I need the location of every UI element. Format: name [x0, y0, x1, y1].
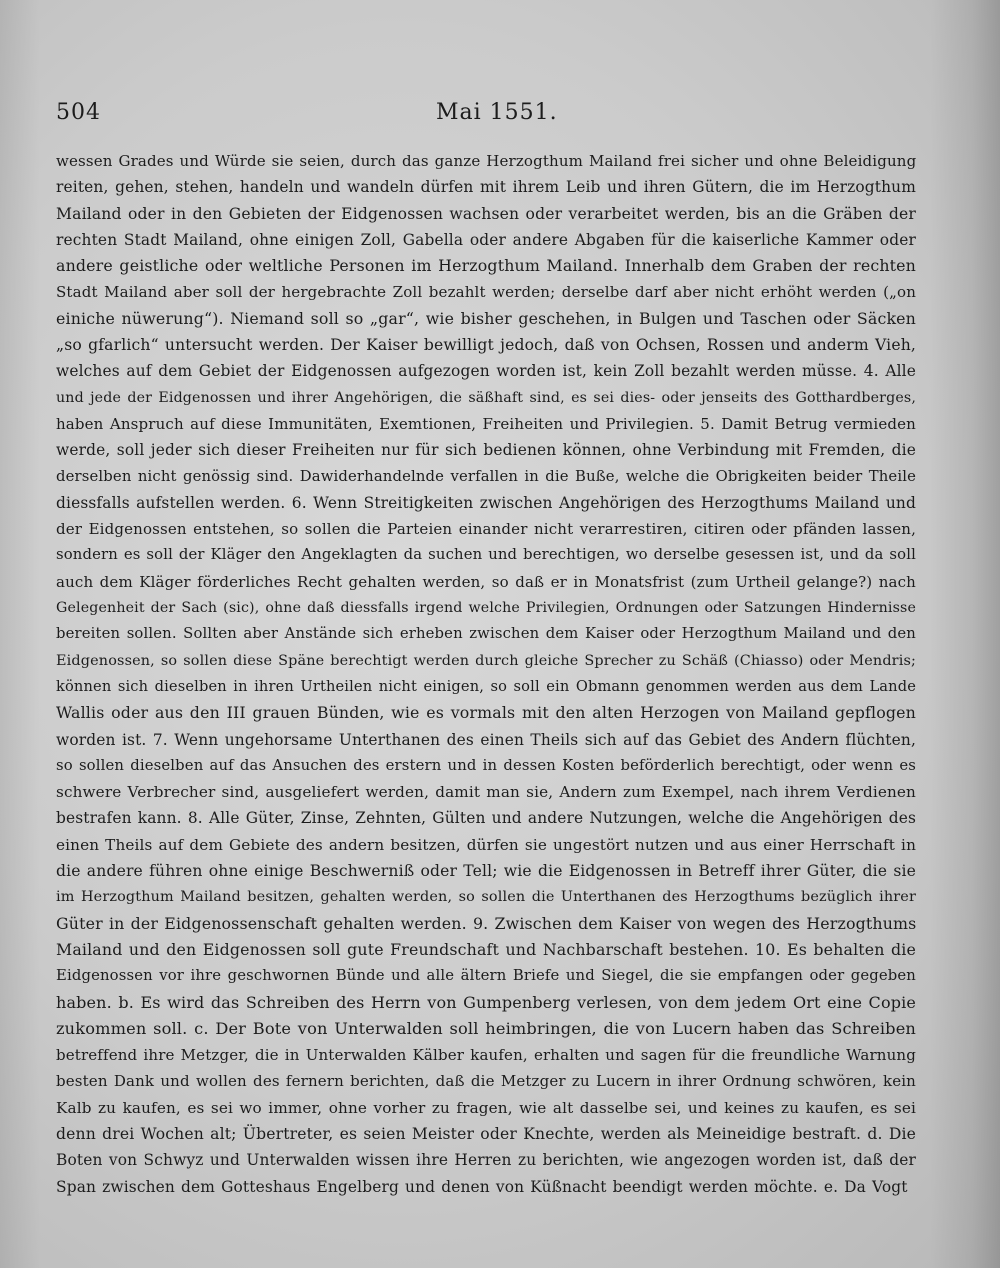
text-line: wessen Grades und Würde sie seien, durch das ganze Herzogthum Mailand frei sicher und ohne Beleidigung: [56, 152, 916, 170]
text-line: Mailand oder in den Gebieten der Eidgenossen wachsen oder verarbeitet werden, bis an die Gräben der: [56, 204, 916, 223]
text-line: denn drei Wochen alt; Übertreter, es seien Meister oder Knechte, werden als Meineidige bestraft. d. Die: [56, 1124, 916, 1143]
text-line: sondern es soll der Kläger den Angeklagten da suchen und berechtigen, wo derselbe gesessen ist, und da soll: [56, 546, 916, 564]
text-line: Stadt Mailand aber soll der hergebrachte Zoll bezahlt werden; derselbe darf aber nicht erhöht werden („on: [56, 283, 916, 302]
text-line: im Herzogthum Mailand besitzen, gehalten werden, so sollen die Unterthanen des Herzogthums bezüglich ihrer: [56, 889, 916, 906]
page-number: 504: [56, 100, 101, 125]
text-line: reiten, gehen, stehen, handeln und wandeln dürfen mit ihrem Leib und ihren Gütern, die im Herzogthum: [56, 178, 916, 197]
text-line: Güter in der Eidgenossenschaft gehalten werden. 9. Zwischen dem Kaiser von wegen des Herzogthums: [56, 913, 916, 933]
text-line: so sollen dieselben auf das Ansuchen des erstern und in dessen Kosten beförderlich berechtigt, oder wenn es: [56, 756, 916, 774]
text-line: Eidgenossen vor ihre geschwornen Bünde und alle ältern Briefe und Siegel, die sie empfangen oder gegeben: [56, 967, 916, 985]
text-line: haben. b. Es wird das Schreiben des Herrn von Gumpenberg verlesen, von dem jedem Ort eine Copie: [56, 992, 916, 1012]
text-line: Kalb zu kaufen, es sei wo immer, ohne vorher zu fragen, wie alt dasselbe sei, und keines zu kaufen, es sei: [56, 1098, 916, 1117]
text-line: Eidgenossen, so sollen diese Späne berechtigt werden durch gleiche Sprecher zu Schäß (Chiasso) oder Mendris;: [56, 652, 916, 669]
text-line: zukommen soll. c. Der Bote von Unterwalden soll heimbringen, die von Lucern haben das Schreiben: [56, 1018, 916, 1038]
text-line: Boten von Schwyz und Unterwalden wissen ihre Herren zu berichten, wie angezogen worden ist, daß der: [56, 1151, 916, 1170]
text-line: bereiten sollen. Sollten aber Anstände sich erheben zwischen dem Kaiser oder Herzogthum Mailand und den: [56, 625, 916, 643]
text-line: Wallis oder aus den III grauen Bünden, wie es vormals mit den alten Herzogen von Mailand gepflogen: [56, 703, 916, 723]
text-line: der Eidgenossen entstehen, so sollen die Parteien einander nicht verarrestiren, citiren oder pfänden lassen,: [56, 520, 916, 539]
text-line: Mailand und den Eidgenossen soll gute Freundschaft und Nachbarschaft bestehen. 10. Es behalten die: [56, 939, 916, 959]
text-line: einen Theils auf dem Gebiete des andern besitzen, dürfen sie ungestört nutzen und aus einer Herrschaft in: [56, 835, 916, 854]
text-line: diessfalls aufstellen werden. 6. Wenn Streitigkeiten zwischen Angehörigen des Herzogthums Mailand und: [56, 493, 916, 512]
text-line: andere geistliche oder weltliche Personen im Herzogthum Mailand. Innerhalb dem Graben der rechten: [56, 256, 916, 276]
text-line: worden ist. 7. Wenn ungehorsame Unterthanen des einen Theils sich auf das Gebiet des Andern flüchten,: [56, 730, 916, 749]
page-shadow-right: [930, 0, 1000, 1268]
text-line: haben Anspruch auf diese Immunitäten, Exemtionen, Freiheiten und Privilegien. 5. Damit Betrug vermieden: [56, 414, 916, 433]
text-line: derselben nicht genössig sind. Dawiderhandelnde verfallen in die Buße, welche die Obrigkeiten beider Theile: [56, 467, 916, 485]
text-line: bestrafen kann. 8. Alle Güter, Zinse, Zehnten, Gülten und andere Nutzungen, welche die Angehörigen des: [56, 809, 916, 828]
page-shadow-left: [0, 0, 40, 1268]
text-line: einiche nüwerung“). Niemand soll so „gar“, wie bisher geschehen, in Bulgen und Taschen oder Säcken: [56, 308, 916, 328]
text-line: besten Dank und wollen des fernern berichten, daß die Metzger zu Lucern in ihrer Ordnung schwören, kein: [56, 1072, 916, 1091]
text-line: Gelegenheit der Sach (sic), ohne daß diessfalls irgend welche Privilegien, Ordnungen oder Satzungen Hindernisse: [56, 600, 916, 617]
text-line: „so gfarlich“ untersucht werden. Der Kaiser bewilligt jedoch, daß von Ochsen, Rossen und anderm Vieh,: [56, 336, 916, 355]
page-header: [56, 100, 916, 132]
text-line: betreffend ihre Metzger, die in Unterwalden Kälber kaufen, erhalten und sagen für die freundliche Warnung: [56, 1046, 916, 1065]
text-line: die andere führen ohne einige Beschwerniß oder Tell; wie die Eidgenossen in Betreff ihrer Güter, die sie: [56, 862, 916, 881]
running-title: Mai 1551.: [436, 100, 558, 125]
text-line: Span zwischen dem Gotteshaus Engelberg und denen von Küßnacht beendigt werden möchte. e. Da Vogt: [56, 1177, 908, 1196]
text-line: welches auf dem Gebiet der Eidgenossen aufgezogen worden ist, kein Zoll bezahlt werden müsse. 4. Alle: [56, 362, 916, 381]
text-line: schwere Verbrecher sind, ausgeliefert werden, damit man sie, Andern zum Exempel, nach ihrem Verdienen: [56, 783, 916, 802]
body-text: [56, 148, 916, 1200]
text-line: werde, soll jeder sich dieser Freiheiten nur für sich bedienen können, ohne Verbindung mit Fremden, die: [56, 441, 916, 460]
text-line: können sich dieselben in ihren Urtheilen nicht einigen, so soll ein Obmann genommen werden aus dem Lande: [56, 677, 916, 695]
text-line: rechten Stadt Mailand, ohne einigen Zoll, Gabella oder andere Abgaben für die kaiserliche Kammer oder: [56, 230, 916, 249]
text-line: und jede der Eidgenossen und ihrer Angehörigen, die säßhaft sind, es sei dies- oder jenseits des Gotthardberges,: [56, 389, 916, 406]
text-line: auch dem Kläger förderliches Recht gehalten werden, so daß er in Monatsfrist (zum Urtheil gelange?) nach: [56, 572, 916, 591]
